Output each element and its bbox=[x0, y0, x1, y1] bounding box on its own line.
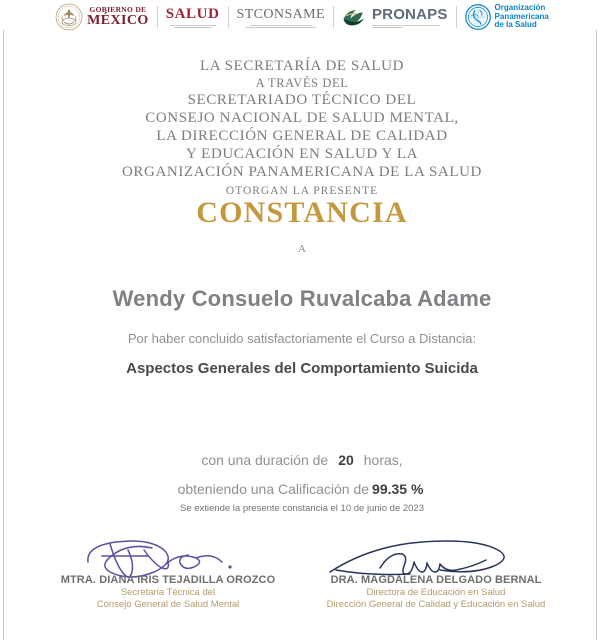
duration-line bbox=[0, 452, 604, 468]
signature-block-tejadilla-orozco bbox=[34, 534, 302, 610]
award-title: CONSTANCIA bbox=[196, 196, 408, 229]
signatory-role-left bbox=[34, 587, 302, 610]
duration-value: 20 bbox=[338, 452, 354, 468]
recipient-name: Wendy Consuelo Ruvalcaba Adame bbox=[112, 286, 492, 311]
signatory-name-left: MTRA. DIANA IRIS TEJADILLA OROZCO bbox=[60, 574, 276, 586]
preamble-line-7: ORGANIZACIÓN PANAMERICANA DE LA SALUD bbox=[122, 164, 482, 180]
signatory-name-right: DRA. MAGDALENA DELGADO BERNAL bbox=[330, 574, 542, 586]
signatory-role-left-line1: Secretaria Técnica del bbox=[120, 587, 216, 598]
preamble-line-2: A TRAVÉS DEL bbox=[255, 76, 349, 90]
signatory-role-right-line1: Directora de Educación en Salud bbox=[366, 587, 506, 598]
grade-line bbox=[0, 481, 604, 497]
duration-prefix: con una duración de bbox=[201, 452, 329, 468]
salud-wordmark: SALUD bbox=[165, 6, 220, 22]
preamble-line-5: LA DIRECCIÓN GENERAL DE CALIDAD bbox=[156, 128, 448, 144]
logo-pronaps bbox=[334, 2, 456, 32]
stconsame-wordmark: STCONSAME bbox=[236, 6, 325, 22]
mexico-coat-of-arms-icon bbox=[55, 3, 83, 31]
logo-salud bbox=[158, 2, 228, 32]
grade-value: 99.35 % bbox=[372, 481, 424, 497]
preamble-line-3: SECRETARIADO TÉCNICO DEL bbox=[187, 92, 417, 108]
preamble-line-6: Y EDUCACIÓN EN SALUD Y LA bbox=[185, 146, 419, 162]
issue-date-text: Se extiende la presente constancia el 10 de junio de 2023 bbox=[179, 503, 424, 514]
gobierno-wordmark bbox=[87, 6, 149, 29]
duration-suffix: horas, bbox=[363, 452, 403, 468]
pronaps-wordmark: PRONAPS bbox=[371, 6, 448, 23]
award-connector: A bbox=[298, 243, 306, 255]
gobierno-line2: MÉXICO bbox=[87, 13, 149, 29]
signature-row bbox=[0, 534, 604, 610]
logo-stconsame bbox=[229, 2, 333, 32]
logo-gobierno-de-mexico bbox=[47, 2, 157, 32]
ops-wordmark bbox=[495, 4, 549, 30]
preamble-block bbox=[0, 57, 604, 201]
signatory-role-left-line2: Consejo General de Salud Mental bbox=[96, 598, 240, 610]
gobierno-line1: GOBIERNO DE bbox=[89, 4, 147, 14]
logo-ops bbox=[457, 2, 557, 32]
pronaps-caption bbox=[372, 25, 448, 28]
ops-line3: de la Salud bbox=[494, 20, 537, 30]
salud-caption bbox=[166, 25, 220, 28]
preamble-line-1: LA SECRETARÍA DE SALUD bbox=[199, 58, 405, 74]
signatory-role-right bbox=[302, 587, 570, 610]
preamble-line-4: CONSEJO NACIONAL DE SALUD MENTAL, bbox=[145, 110, 459, 126]
paho-globe-icon bbox=[465, 4, 491, 30]
ops-line2: Panamericana bbox=[494, 11, 549, 21]
grade-prefix: obteniendo una Calificación de bbox=[177, 481, 370, 497]
signatory-role-right-line2: Dirección General de Calidad y Educación en Salud bbox=[326, 598, 546, 610]
stconsame-caption bbox=[237, 25, 325, 28]
pronaps-leaf-hand-icon bbox=[342, 7, 368, 27]
header-logo-band bbox=[0, 0, 604, 34]
ops-line1: Organización bbox=[494, 3, 546, 13]
signature-block-delgado-bernal bbox=[302, 534, 570, 610]
preamble-line-8: OTORGAN LA PRESENTE bbox=[225, 185, 379, 197]
course-name: Aspectos Generales del Comportamiento Suicida bbox=[126, 360, 478, 377]
course-intro-text: Por haber concluido satisfactoriamente el Curso a Distancia: bbox=[127, 331, 477, 346]
